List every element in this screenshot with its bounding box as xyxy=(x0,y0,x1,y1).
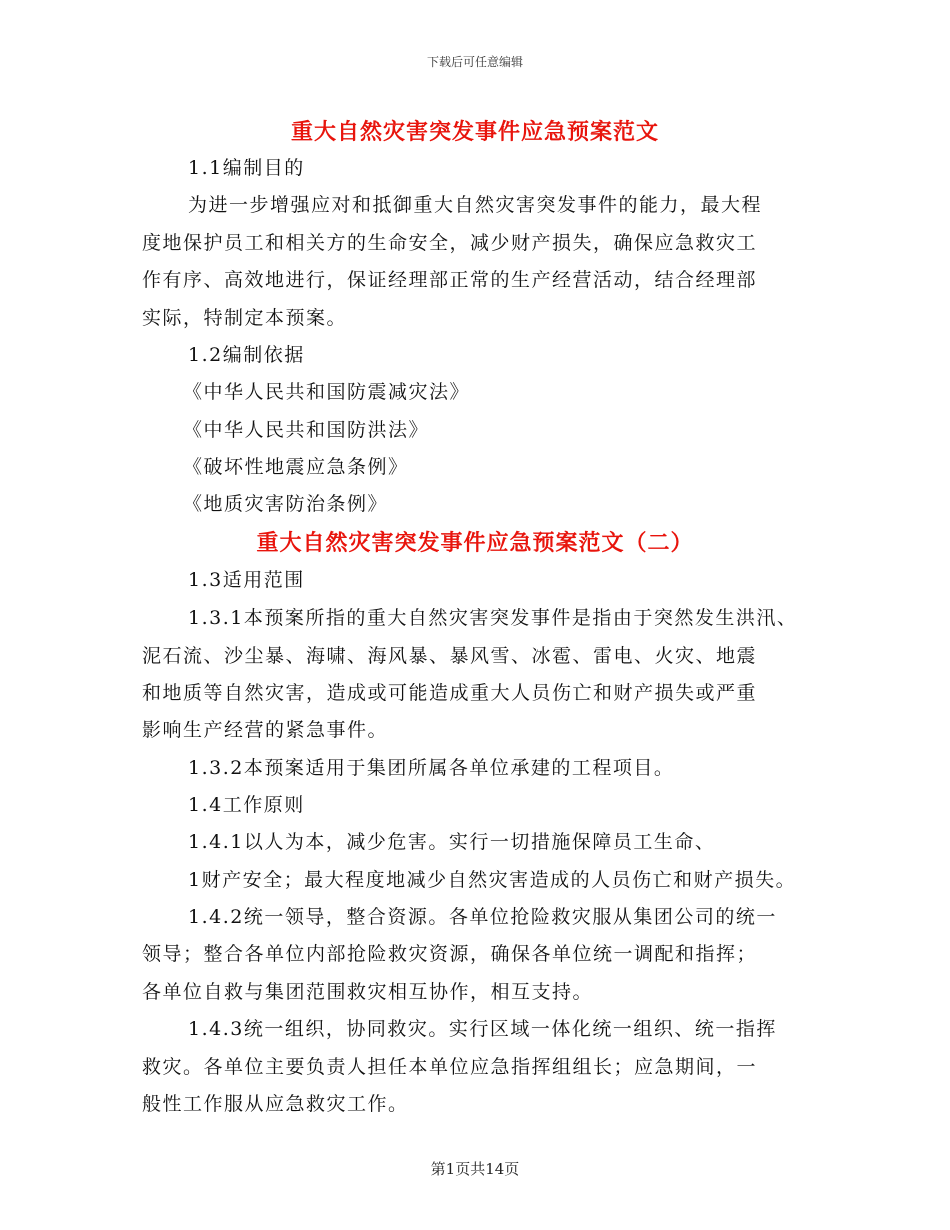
paragraph-line: 1财产安全；最大程度地减少自然灾害造成的人员伤亡和财产损失。 xyxy=(188,869,797,891)
paragraph-line: 1.4.2统一领导，整合资源。各单位抢险救灾服从集团公司的统一 xyxy=(188,906,777,928)
paragraph-line: 般性工作服从应急救灾工作。 xyxy=(142,1093,409,1115)
paragraph-line: 各单位自救与集团范围救灾相互协作，相互支持。 xyxy=(142,981,594,1003)
section-heading: 1.1编制目的 xyxy=(188,157,305,179)
section-heading: 1.3适用范围 xyxy=(188,569,305,591)
reference-item: 《中华人民共和国防震减灾法》 xyxy=(183,381,471,403)
paragraph-line: 为进一步增强应对和抵御重大自然灾害突发事件的能力，最大程 xyxy=(188,194,763,216)
paragraph-line: 1.4.1以人为本，减少危害。实行一切措施保障员工生命、 xyxy=(188,831,716,853)
paragraph-line: 1.3.2本预案适用于集团所属各单位承建的工程项目。 xyxy=(188,757,675,779)
paragraph-line: 和地质等自然灾害，造成或可能造成重大人员伤亡和财产损失或严重 xyxy=(142,682,758,704)
section-heading: 1.4工作原则 xyxy=(188,794,305,816)
paragraph-line: 1.3.1本预案所指的重大自然灾害突发事件是指由于突然发生洪汛、 xyxy=(188,607,798,629)
paragraph-line: 1.4.3统一组织，协同救灾。实行区域一体化统一组织、统一指挥 xyxy=(188,1018,777,1040)
paragraph-line: 影响生产经营的紧急事件。 xyxy=(142,719,389,741)
reference-item: 《破坏性地震应急条例》 xyxy=(183,456,409,478)
paragraph-line: 泥石流、沙尘暴、海啸、海风暴、暴风雪、冰雹、雷电、火灾、地震 xyxy=(142,645,758,667)
paragraph-line: 实际，特制定本预案。 xyxy=(142,307,348,329)
page-header: 下载后可任意编辑 xyxy=(426,55,523,69)
reference-item: 《中华人民共和国防洪法》 xyxy=(183,419,430,441)
paragraph-line: 领导；整合各单位内部抢险救灾资源，确保各单位统一调配和指挥； xyxy=(142,943,758,965)
page-footer: 第1页共14页 xyxy=(430,1160,520,1178)
section-heading: 1.2编制依据 xyxy=(188,344,305,366)
reference-item: 《地质灾害防治条例》 xyxy=(183,493,389,515)
document-title-2: 重大自然灾害突发事件应急预案范文（二） xyxy=(256,531,694,556)
paragraph-line: 度地保护员工和相关方的生命安全，减少财产损失，确保应急救灾工 xyxy=(142,232,758,254)
paragraph-line: 作有序、高效地进行，保证经理部正常的生产经营活动，结合经理部 xyxy=(142,269,758,291)
paragraph-line: 救灾。各单位主要负责人担任本单位应急指挥组组长；应急期间，一 xyxy=(142,1056,758,1078)
document-title: 重大自然灾害突发事件应急预案范文 xyxy=(290,120,659,145)
